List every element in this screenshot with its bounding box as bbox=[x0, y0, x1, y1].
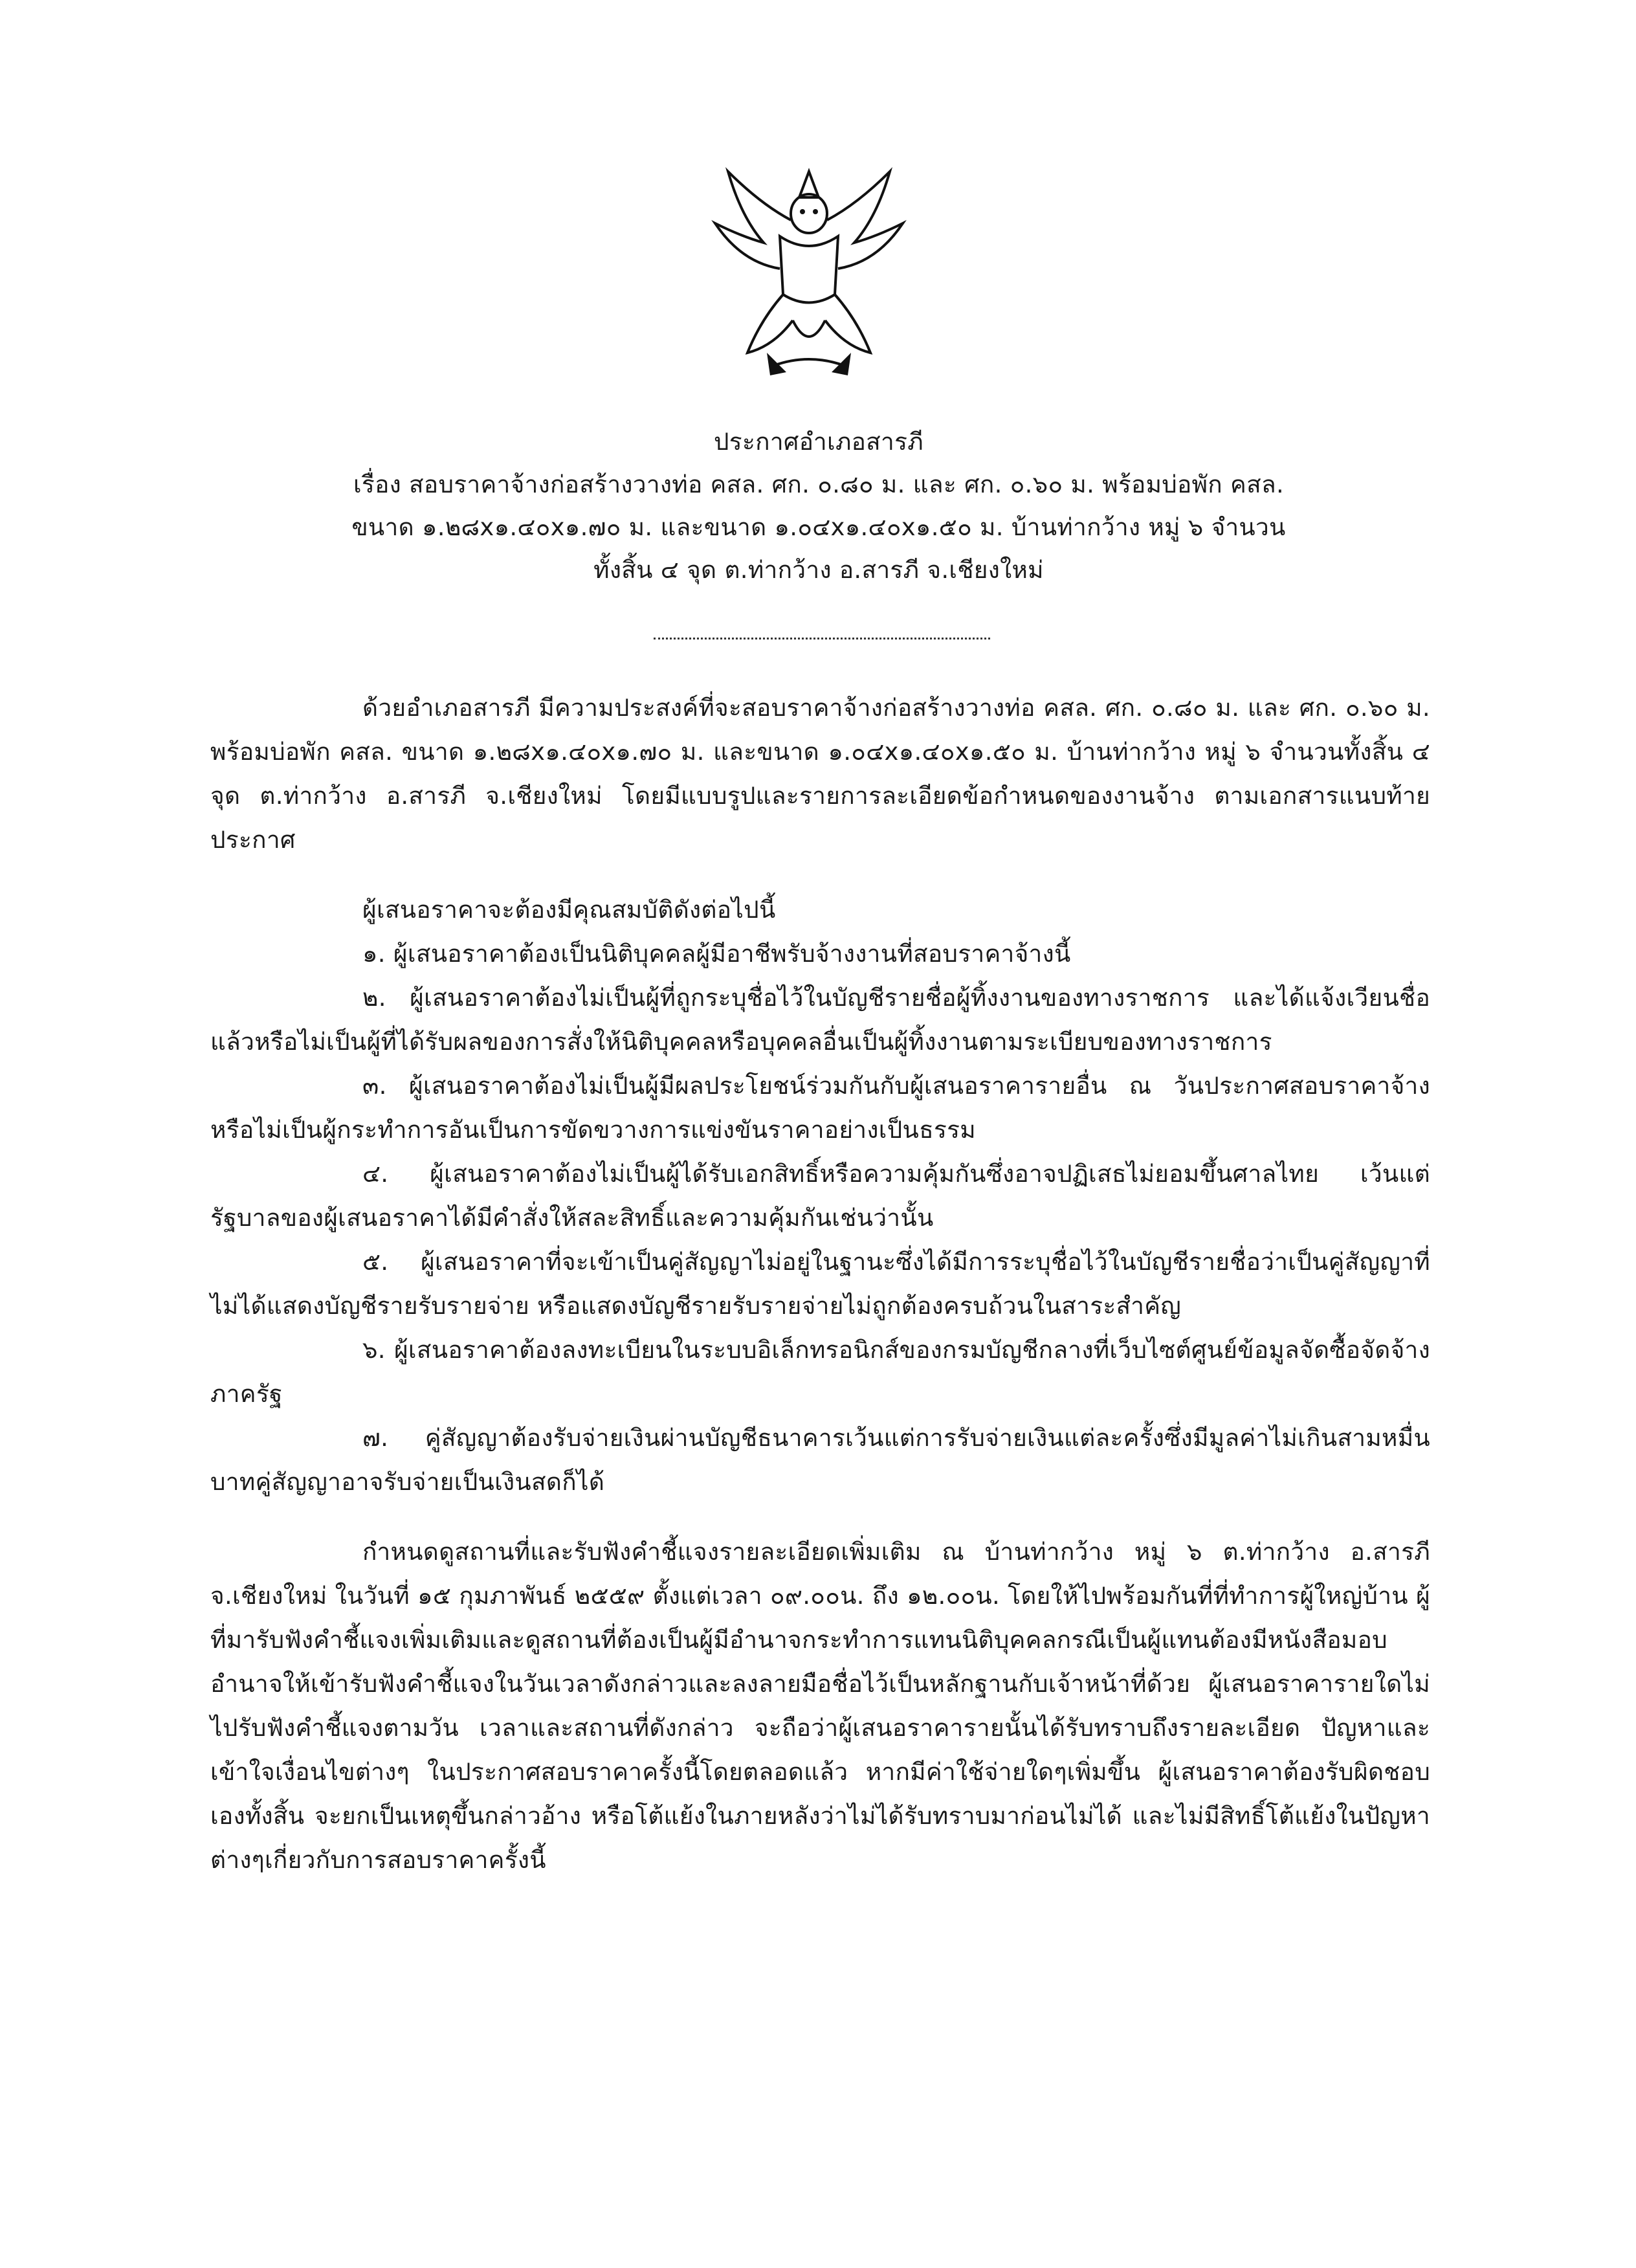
announcement-subject-line: เรื่อง สอบราคาจ้างก่อสร้างวางท่อ คสล. ศก. ๐.๘๐ ม. และ ศก. ๐.๖๐ ม. พร้อมบ่อพัก คสล. bbox=[353, 471, 1285, 498]
qualification-item: ๑. ผู้เสนอราคาต้องเป็นนิติบุคคลผู้มีอาชีพรับจ้างงานที่สอบราคาจ้างนี้ bbox=[362, 940, 1071, 968]
separator-dots bbox=[654, 638, 990, 639]
announcement-agency: ประกาศอำเภอสารภี bbox=[714, 428, 923, 456]
announcement-subject-line: ขนาด ๑.๒๘x๑.๔๐x๑.๗๐ ม. และขนาด ๑.๐๔x๑.๔๐x๑.๕๐ ม. บ้านท่ากว้าง หมู่ ๖ จำนวน bbox=[351, 513, 1286, 541]
qualification-item: ๓. ผู้เสนอราคาต้องไม่เป็นผู้มีผลประโยชน์ร่วมกันกับผู้เสนอราคารายอื่น ณ วันประกาศสอบราคาจ้าง หรือไม่เป็นผู้กระทำการอันเป็นการขัดขวางการแข่งขันราคาอย่างเป็นธรรม bbox=[210, 1072, 1430, 1144]
qualification-item: ๕. ผู้เสนอราคาที่จะเข้าเป็นคู่สัญญาไม่อยู่ในฐานะซึ่งได้มีการระบุชื่อไว้ในบัญชีรายชื่อว่าเป็นคู่สัญญาที่ไม่ได้แสดงบัญชีรายรับรายจ่าย หรือแสดงบัญชีรายรับรายจ่ายไม่ถูกต้องครบถ้วนในสาระสำคัญ bbox=[210, 1248, 1430, 1320]
qualification-item: ๔. ผู้เสนอราคาต้องไม่เป็นผู้ได้รับเอกสิทธิ์หรือความคุ้มกันซึ่งอาจปฏิเสธไม่ยอมขึ้นศาลไทย เว้นแต่รัฐบาลของผู้เสนอราคาได้มีคำสั่งให้สละสิทธิ์และความคุ้มกันเช่นว่านั้น bbox=[210, 1160, 1430, 1232]
announcement-body bbox=[210, 686, 1430, 1882]
intro-paragraph: ด้วยอำเภอสารภี มีความประสงค์ที่จะสอบราคาจ้างก่อสร้างวางท่อ คสล. ศก. ๐.๘๐ ม. และ ศก. ๐.๖๐ ม. พร้อมบ่อพัก คสล. ขนาด ๑.๒๘x๑.๔๐x๑.๗๐ ม. และขนาด ๑.๐๔x๑.๔๐x๑.๕๐ ม. บ้านท่ากว้าง หมู่ ๖ จำนวนทั้งสิ้น ๔ จุด ต.ท่ากว้าง อ.สารภี จ.เชียงใหม่ โดยมีแบบรูปและรายการละเอียดข้อกำหนดของงานจ้าง ตามเอกสารแนบท้ายประกาศ bbox=[210, 694, 1430, 854]
site-visit-paragraph: กำหนดดูสถานที่และรับฟังคำชี้แจงรายละเอียดเพิ่มเติม ณ บ้านท่ากว้าง หมู่ ๖ ต.ท่ากว้าง อ.สารภี จ.เชียงใหม่ ในวันที่ ๑๕ กุมภาพันธ์ ๒๕๕๙ ตั้งแต่เวลา ๐๙.๐๐น. ถึง ๑๒.๐๐น. โดยให้ไปพร้อมกันที่ที่ทำการผู้ใหญ่บ้าน ผู้ที่มารับฟังคำชี้แจงเพิ่มเติมและดูสถานที่ต้องเป็นผู้มีอำนาจกระทำการแทนนิติบุคคลกรณีเป็นผู้แทนต้องมีหนังสือมอบอำนาจให้เข้ารับฟังคำชี้แจงในวันเวลาดังกล่าวและลงลายมือชื่อไว้เป็นหลักฐานกับเจ้าหน้าที่ด้วย ผู้เสนอราคารายใดไม่ไปรับฟังคำชี้แจงตามวัน เวลาและสถานที่ดังกล่าว จะถือว่าผู้เสนอราคารายนั้นได้รับทราบถึงรายละเอียด ปัญหาและเข้าใจเงื่อนไขต่างๆ ในประกาศสอบราคาครั้งนี้โดยตลอดแล้ว หากมีค่าใช้จ่ายใดๆเพิ่มขึ้น ผู้เสนอราคาต้องรับผิดชอบเองทั้งสิ้น จะยกเป็นเหตุขึ้นกล่าวอ้าง หรือโต้แย้งในภายหลังว่าไม่ได้รับทราบมาก่อนไม่ได้ และไม่มีสิทธิ์โต้แย้งในปัญหาต่างๆเกี่ยวกับการสอบราคาครั้งนี้ bbox=[210, 1538, 1430, 1874]
announcement-header bbox=[207, 421, 1430, 592]
qualification-item: ๖. ผู้เสนอราคาต้องลงทะเบียนในระบบอิเล็กทรอนิกส์ของกรมบัญชีกลางที่เว็บไซต์ศูนย์ข้อมูลจัดซื้อจัดจ้างภาครัฐ bbox=[210, 1336, 1430, 1408]
garuda-emblem-icon bbox=[702, 159, 916, 382]
qualifications-heading: ผู้เสนอราคาจะต้องมีคุณสมบัติดังต่อไปนี้ bbox=[362, 896, 776, 924]
announcement-subject-line: ทั้งสิ้น ๔ จุด ต.ท่ากว้าง อ.สารภี จ.เชียงใหม่ bbox=[593, 556, 1044, 584]
qualification-item: ๒. ผู้เสนอราคาต้องไม่เป็นผู้ที่ถูกระบุชื่อไว้ในบัญชีรายชื่อผู้ทิ้งงานของทางราชการ และได้แจ้งเวียนชื่อแล้วหรือไม่เป็นผู้ที่ได้รับผลของการสั่งให้นิติบุคคลหรือบุคคลอื่นเป็นผู้ทิ้งงานตามระเบียบของทางราชการ bbox=[210, 984, 1430, 1056]
qualification-item: ๗. คู่สัญญาต้องรับจ่ายเงินผ่านบัญชีธนาคารเว้นแต่การรับจ่ายเงินแต่ละครั้งซึ่งมีมูลค่าไม่เกินสามหมื่นบาทคู่สัญญาอาจรับจ่ายเป็นเงินสดก็ได้ bbox=[210, 1424, 1430, 1496]
